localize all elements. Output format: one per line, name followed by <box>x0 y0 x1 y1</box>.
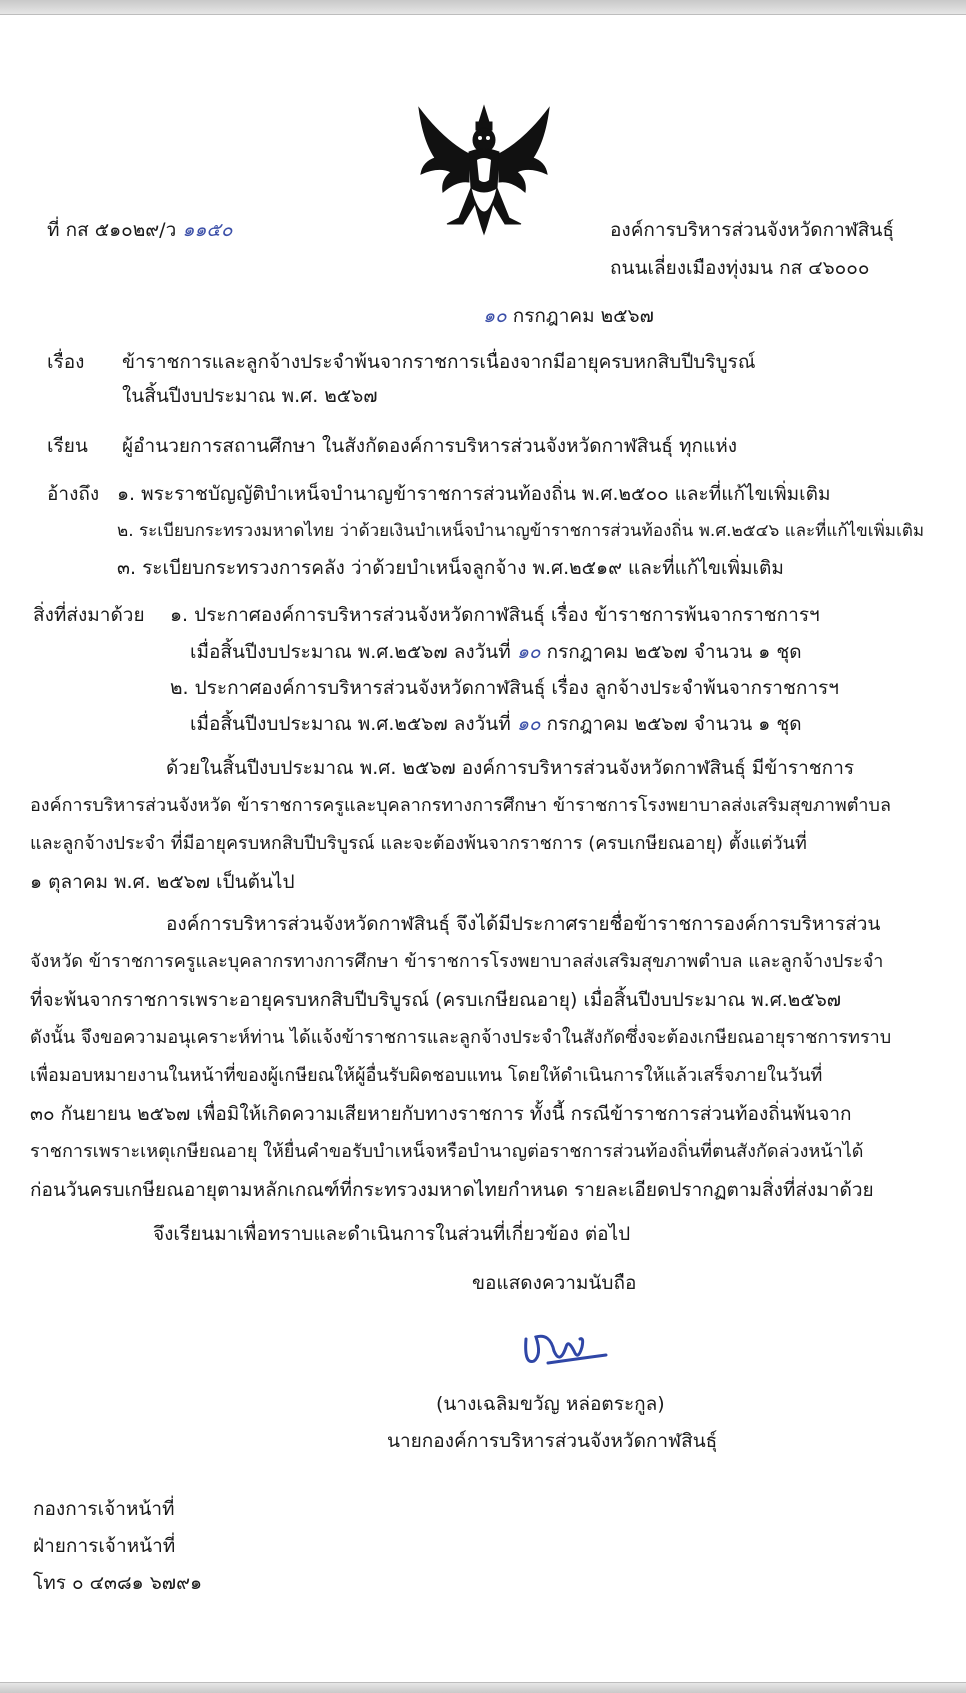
enclosure-text: เมื่อสิ้นปีงบประมาณ พ.ศ.๒๕๖๗ ลงวันที่ <box>190 713 511 735</box>
body-para-2-line: ราชการเพราะเหตุเกษียณอายุ ให้ยื่นคำขอรับบำเหน็จหรือบำนาญต่อราชการส่วนท้องถิ่นที่ตนสังกัดล่วงหน้าได้ <box>30 1141 864 1162</box>
recipient-text: ผู้อำนวยการสถานศึกษา ในสังกัดองค์การบริหารส่วนจังหวัดกาฬสินธุ์ ทุกแห่ง <box>122 435 738 457</box>
body-para-1-line: ๑ ตุลาคม พ.ศ. ๒๕๖๗ เป็นต้นไป <box>30 871 295 893</box>
enclosure-text: เมื่อสิ้นปีงบประมาณ พ.ศ.๒๕๖๗ ลงวันที่ <box>190 641 511 663</box>
body-para-2-line: ๓๐ กันยายน ๒๕๖๗ เพื่อมิให้เกิดความเสียหายกับทางราชการ ทั้งนี้ กรณีข้าราชการส่วนท้องถิ่นพ้นจาก <box>30 1103 852 1125</box>
footer-division: กองการเจ้าหน้าที่ <box>33 1498 175 1520</box>
signer-title: นายกองค์การบริหารส่วนจังหวัดกาฬสินธุ์ <box>387 1430 718 1452</box>
top-edge <box>0 0 966 15</box>
reference-item: ๓. ระเบียบกระทรวงการคลัง ว่าด้วยบำเหน็จลูกจ้าง พ.ศ.๒๕๑๙ และที่แก้ไขเพิ่มเติม <box>117 557 784 579</box>
letter-date <box>483 304 654 328</box>
org-name: องค์การบริหารส่วนจังหวัดกาฬสินธุ์ <box>610 219 894 241</box>
enclosure-item-1-line-1: ๑. ประกาศองค์การบริหารส่วนจังหวัดกาฬสินธุ์ เรื่อง ข้าราชการพ้นจากราชการฯ <box>170 604 820 626</box>
org-address: ถนนเลี่ยงเมืองทุ่งมน กส ๔๖๐๐๐ <box>610 257 870 279</box>
body-para-2-line: องค์การบริหารส่วนจังหวัดกาฬสินธุ์ จึงได้มีประกาศรายชื่อข้าราชการองค์การบริหารส่วน <box>166 913 881 935</box>
references-label: อ้างถึง <box>47 483 100 505</box>
signer-name: (นางเฉลิมขวัญ หล่อตระกูล) <box>436 1393 665 1415</box>
enclosure-text: กรกฎาคม ๒๕๖๗ จำนวน ๑ ชุด <box>546 713 802 735</box>
body-para-1-line: องค์การบริหารส่วนจังหวัด ข้าราชการครูและบุคลากรทางการศึกษา ข้าราชการโรงพยาบาลส่งเสริมสุขภาพตำบล <box>30 795 891 816</box>
body-para-1-line: และลูกจ้างประจำ ที่มีอายุครบหกสิบปีบริบูรณ์ และจะต้องพ้นจากราชการ (ครบเกษียณอายุ) ตั้งแต่วันที่ <box>30 833 807 854</box>
subject-line-2: ในสิ้นปีงบประมาณ พ.ศ. ๒๕๖๗ <box>122 385 378 407</box>
closing-salutation: ขอแสดงความนับถือ <box>472 1272 637 1294</box>
signature-icon <box>520 1325 610 1371</box>
subject-label: เรื่อง <box>47 351 85 373</box>
enclosure-item-2-line-2 <box>190 712 802 736</box>
body-para-2-line: ที่จะพ้นจากราชการเพราะอายุครบหกสิบปีบริบูรณ์ (ครบเกษียณอายุ) เมื่อสิ้นปีงบประมาณ พ.ศ.๒๕๖๗ <box>30 989 842 1011</box>
body-para-2-line: จังหวัด ข้าราชการครูและบุคลากรทางการศึกษา ข้าราชการโรงพยาบาลส่งเสริมสุขภาพตำบล และลูกจ้างประจำ <box>30 951 884 972</box>
enclosures-label: สิ่งที่ส่งมาด้วย <box>33 604 145 626</box>
enclosure-handwritten-day: ๑๐ <box>516 641 541 663</box>
body-para-2-line: ดังนั้น จึงขอความอนุเคราะห์ท่าน ได้แจ้งข้าราชการและลูกจ้างประจำในสังกัดซึ่งจะต้องเกษียณอายุราชการทราบ <box>30 1027 892 1048</box>
reference-prefix: ที่ กส ๕๑๐๒๙/ว <box>47 219 177 241</box>
body-para-1-line: ด้วยในสิ้นปีงบประมาณ พ.ศ. ๒๕๖๗ องค์การบริหารส่วนจังหวัดกาฬสินธุ์ มีข้าราชการ <box>166 757 855 779</box>
enclosure-text: กรกฎาคม ๒๕๖๗ จำนวน ๑ ชุด <box>546 641 802 663</box>
body-para-2-line: เพื่อมอบหมายงานในหน้าที่ของผู้เกษียณให้ผู้อื่นรับผิดชอบแทน โดยให้ดำเนินการให้แล้วเสร็จภายในวันที่ <box>30 1065 823 1086</box>
reference-item: ๒. ระเบียบกระทรวงมหาดไทย ว่าด้วยเงินบำเหน็จบำนาญข้าราชการส่วนท้องถิ่น พ.ศ.๒๕๔๖ และที่แก้ไขเพิ่มเติม <box>117 521 925 541</box>
reference-item: ๑. พระราชบัญญัติบำเหน็จบำนาญข้าราชการส่วนท้องถิ่น พ.ศ.๒๕๐๐ และที่แก้ไขเพิ่มเติม <box>117 483 831 505</box>
recipient-label: เรียน <box>47 435 88 457</box>
garuda-emblem-icon <box>413 100 555 240</box>
date-month-year: กรกฎาคม ๒๕๖๗ <box>512 305 654 327</box>
body-para-2-line: ก่อนวันครบเกษียณอายุตามหลักเกณฑ์ที่กระทรวงมหาดไทยกำหนด รายละเอียดปรากฏตามสิ่งที่ส่งมาด้วย <box>30 1179 874 1201</box>
subject-line-1: ข้าราชการและลูกจ้างประจำพ้นจากราชการเนื่องจากมีอายุครบหกสิบปีบริบูรณ์ <box>122 351 756 373</box>
footer-phone: โทร ๐ ๔๓๘๑ ๖๗๙๑ <box>33 1572 203 1594</box>
bottom-edge <box>0 1682 966 1693</box>
body-para-3: จึงเรียนมาเพื่อทราบและดำเนินการในส่วนที่เกี่ยวข้อง ต่อไป <box>153 1223 631 1245</box>
date-day: ๑๐ <box>483 305 507 327</box>
footer-section: ฝ่ายการเจ้าหน้าที่ <box>33 1535 176 1557</box>
enclosure-item-1-line-2 <box>190 640 802 664</box>
enclosure-handwritten-day: ๑๐ <box>516 713 541 735</box>
reference-handwritten-number: ๑๑๕๐ <box>182 219 233 241</box>
reference-number <box>47 218 232 242</box>
enclosure-item-2-line-1: ๒. ประกาศองค์การบริหารส่วนจังหวัดกาฬสินธุ์ เรื่อง ลูกจ้างประจำพ้นจากราชการฯ <box>170 677 839 699</box>
